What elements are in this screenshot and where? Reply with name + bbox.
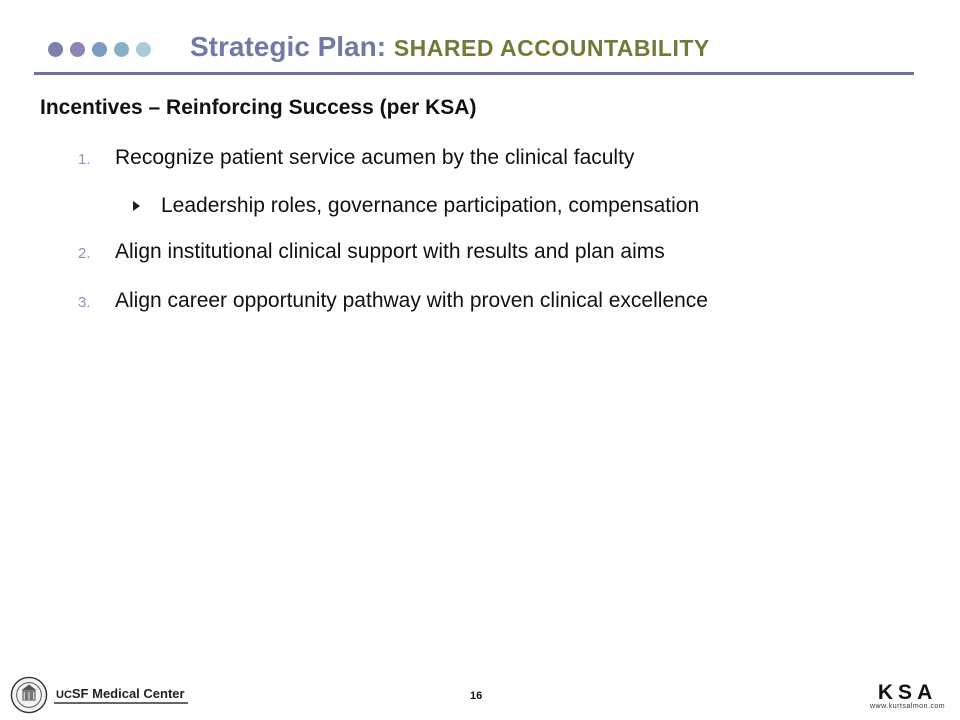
header-dot-icon xyxy=(136,42,151,57)
list-item-number: 1. xyxy=(78,151,91,168)
list-item xyxy=(78,240,665,264)
sub-list-item xyxy=(133,194,699,218)
sub-list-item-text: Leadership roles, governance participation, compensation xyxy=(161,194,700,217)
slide-title-main: Strategic Plan: xyxy=(190,31,394,62)
header-dots xyxy=(48,42,151,57)
ksa-url: www.kurtsalmon.com xyxy=(870,703,946,710)
ksa-logo-text: KSA xyxy=(877,681,938,704)
section-heading: Incentives – Reinforcing Success (per KSA) xyxy=(40,96,477,119)
arrow-bullet-icon xyxy=(133,201,140,211)
ksa-logo xyxy=(870,683,945,710)
university-seal-icon xyxy=(10,676,48,714)
title-divider xyxy=(34,72,914,75)
header-dot-icon xyxy=(48,42,63,57)
list-item xyxy=(78,146,634,170)
ucsf-wordmark xyxy=(54,686,188,704)
list-item-text: Align career opportunity pathway with proven clinical excellence xyxy=(115,289,708,312)
ucsf-name: SF Medical Center xyxy=(71,686,185,701)
ucsf-prefix: UC xyxy=(56,689,72,701)
header-dot-icon xyxy=(70,42,85,57)
ucsf-logo xyxy=(10,676,188,714)
header-dot-icon xyxy=(114,42,129,57)
list-item-number: 2. xyxy=(78,245,91,262)
list-item xyxy=(78,289,708,313)
list-item-number: 3. xyxy=(78,294,91,311)
slide-title xyxy=(190,31,710,63)
page-number: 16 xyxy=(470,690,483,702)
header-dot-icon xyxy=(92,42,107,57)
list-item-text: Recognize patient service acumen by the clinical faculty xyxy=(115,146,635,169)
list-item-text: Align institutional clinical support with results and plan aims xyxy=(115,240,665,263)
slide-title-sub: SHARED ACCOUNTABILITY xyxy=(393,35,710,61)
